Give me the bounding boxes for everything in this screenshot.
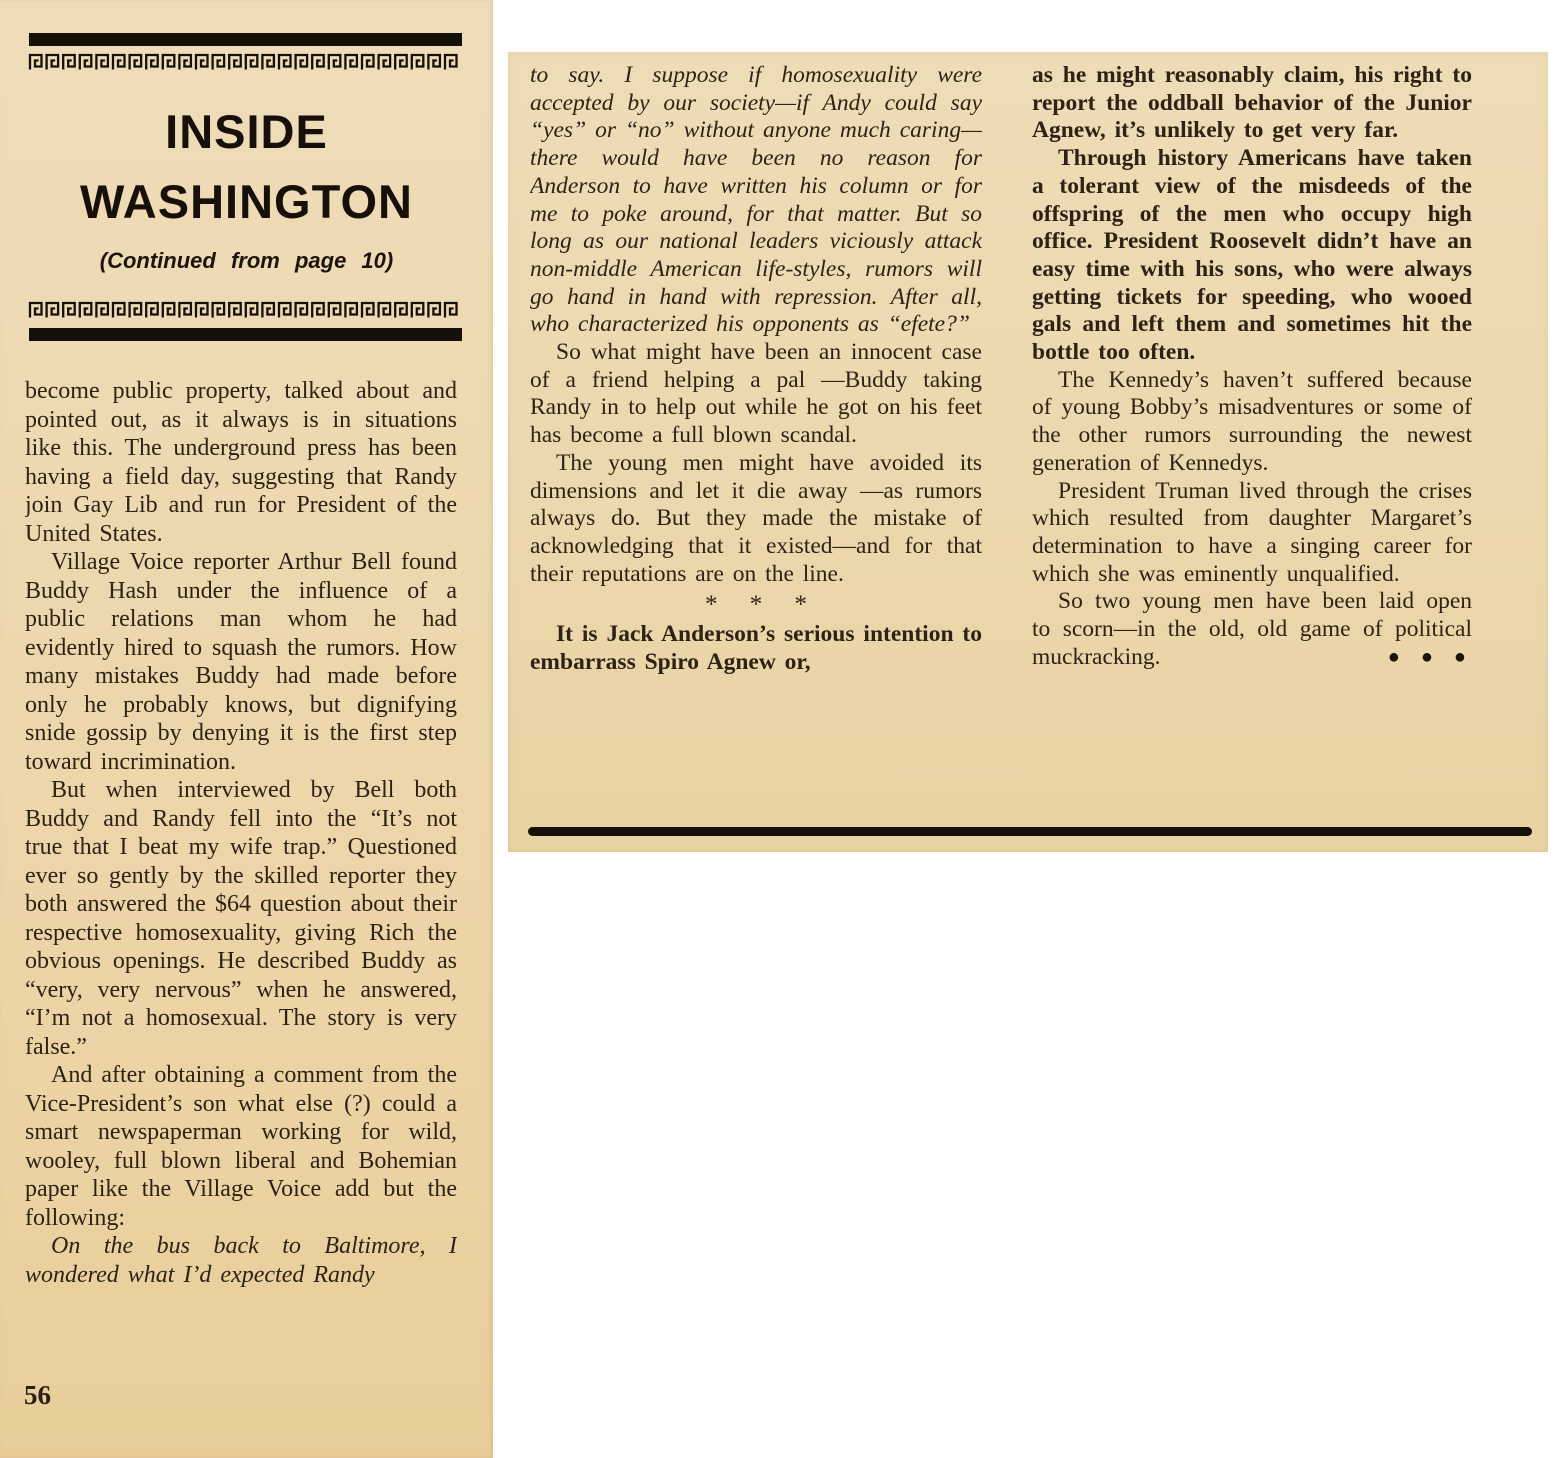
paragraph-bold: It is Jack Anderson’s serious intention to embarrass Spiro Agnew or,: [530, 621, 982, 675]
left-column-text: [25, 377, 457, 1381]
greek-key-pattern: [28, 53, 460, 71]
article-continuation-block: [508, 52, 1548, 852]
right-column: [1032, 62, 1472, 834]
section-break-stars: * * *: [705, 591, 807, 619]
end-of-article-dots: ● ● ●: [1387, 645, 1466, 668]
left-column-page: [0, 0, 493, 1458]
paragraph: So what might have been an innocent case of a friend helping a pal —Buddy taking Randy in to help out while he got on his feet has become a full blown scandal.: [530, 339, 982, 449]
column-title-line1: INSIDE: [165, 105, 328, 158]
paragraph: The Kennedy’s haven’t suffered because of young Bobby’s misadventures or some of the other rumors surrounding the newest generation of Kennedys.: [1032, 366, 1472, 476]
masthead-rule-bottom: [29, 328, 462, 341]
paragraph: become public property, talked about and pointed out, as it always is in situations like this. The underground press has been having a field day, suggesting that Randy join Gay Lib and run for President of the United States.: [25, 378, 457, 547]
paragraph: And after obtaining a comment from the Vice-President’s son what else (?) could a smart newspaperman working for wild, wooley, full blown liberal and Bohemian paper like the Village Voice add but the following:: [25, 1062, 457, 1231]
paragraph-italic: to say. I suppose if homosexuality were accepted by our society—if Andy could say “yes” or “no” without anyone much caring—there would have been no reason for Anderson to have written his column or for me to poke around, for that matter. But so long as our national leaders viciously attack non-middle American life-styles, rumors will go hand in hand with repression. After all, who characterized his opponents as “efete?”: [530, 62, 982, 338]
column-title-line2: WASHINGTON: [80, 175, 413, 228]
greek-key-border-bottom: [28, 301, 493, 319]
greek-key-border-top: [28, 53, 493, 71]
page-number: 56: [24, 1380, 51, 1410]
middle-column: [530, 62, 982, 834]
paragraph-italic: On the bus back to Baltimore, I wondered what I’d expected Randy: [25, 1233, 457, 1288]
bottom-rule: [528, 827, 1532, 836]
paragraph-bold: Through history Americans have taken a tolerant view of the misdeeds of the offspring of the men who occupy high office. President Roosevelt didn’t have an easy time with his sons, who were always getting tickets for speeding, who wooed gals and left them and sometimes hit the bottle too often.: [1032, 145, 1472, 366]
masthead: [0, 0, 493, 341]
paragraph: President Truman lived through the crises which resulted from daughter Margaret’s determination to have a singing career for which she was eminently unqualified.: [1032, 477, 1472, 587]
paragraph: Village Voice reporter Arthur Bell found Buddy Hash under the influence of a public relations man whom he had evidently hired to squash the rumors. How many mistakes Buddy had made before only he probably knows, but dignifying snide gossip by denying it is the first step toward incrimination.: [25, 549, 457, 775]
paragraph: But when interviewed by Bell both Buddy and Randy fell into the “It’s not true that I beat my wife trap.” Questioned ever so gently by the skilled reporter they both answered the $64 question about their respective homosexuality, giving Rich the obvious openings. He described Buddy as “very, very nervous” when he answered, “I’m not a homosexual. The story is very false.”: [25, 777, 457, 1060]
greek-key-pattern: [28, 301, 460, 319]
paragraph: So two young men have been laid open to scorn—in the old, old game of political muckracking.: [1032, 588, 1472, 670]
continued-from-note: (Continued from page 10): [99, 248, 394, 273]
paragraph: The young men might have avoided its dimensions and let it die away —as rumors always do. But they made the mistake of acknowledging that it existed—and for that their reputations are on the line.: [530, 449, 982, 587]
paragraph-bold: as he might reasonably claim, his right to report the oddball behavior of the Junior Agnew, it’s unlikely to get very far.: [1032, 62, 1472, 144]
column-title: [0, 97, 493, 237]
masthead-rule-top: [29, 33, 462, 46]
